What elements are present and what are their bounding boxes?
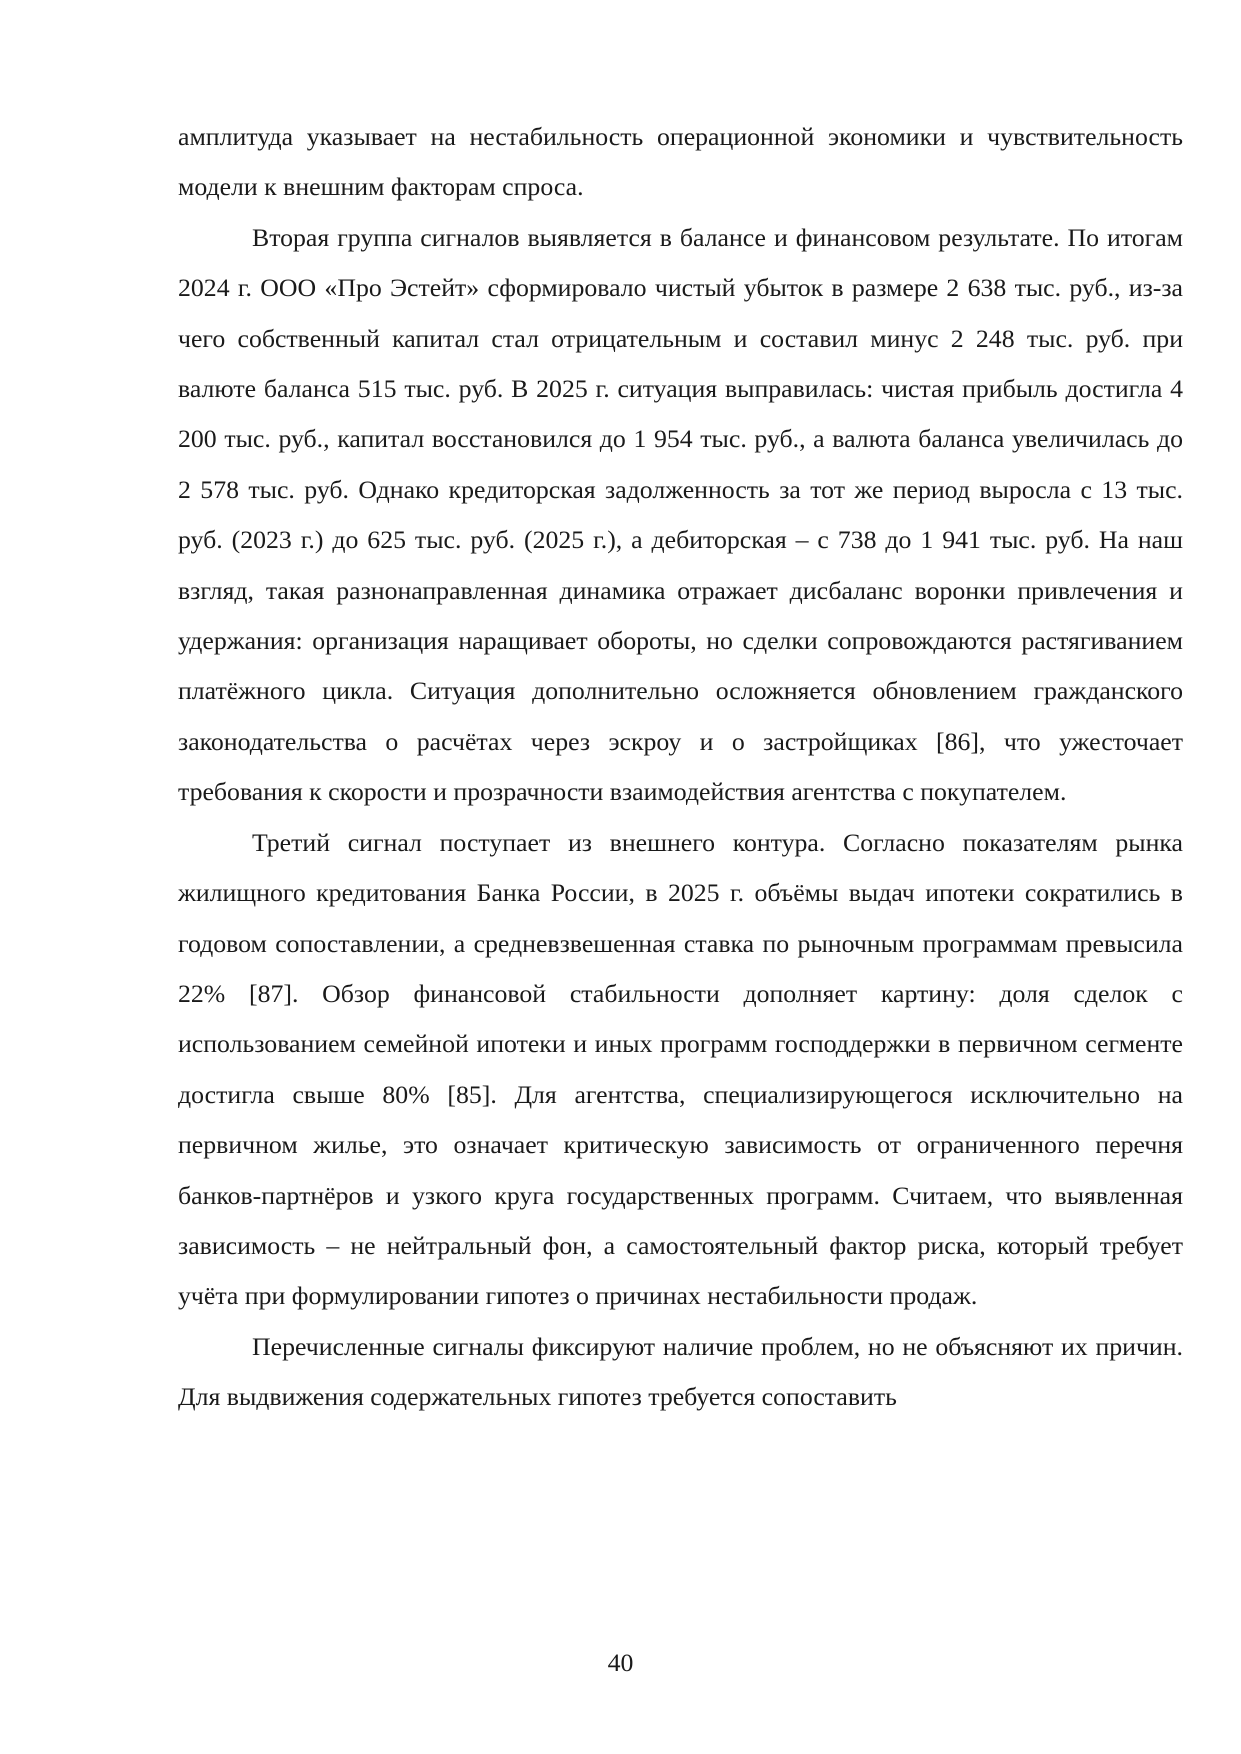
paragraph-continuation: амплитуда указывает на нестабильность операционной экономики и чувствительность модели к внешним факторам спроса. [178, 122, 1183, 202]
paragraph-external-signals: Третий сигнал поступает из внешнего контура. Согласно показателям рынка жилищного кредитования Банка России, в 2025 г. объёмы выдач ипотеки сократились в годовом сопоставлении, а средневзвешенная ставка по рыночным программам превысила 22% [87]. Обзор финансовой стабильности дополняет картину: доля сделок с использованием семейной ипотеки и иных программ господдержки в первичном сегменте достигла свыше 80% [85]. Для агентства, специализирующегося исключительно на первичном жилье, это означает критическую зависимость от ограниченного перечня банков-партнёров и узкого круга государственных программ. Считаем, что выявленная зависимость – не нейтральный фон, а самостоятельный фактор риска, который требует учёта при формулировании гипотез о причинах нестабильности продаж. [178, 827, 1183, 1311]
page-number: 40 [607, 1648, 634, 1677]
paragraph-summary-signals: Перечисленные сигналы фиксируют наличие проблем, но не объясняют их причин. Для выдвижения содержательных гипотез требуется сопоставить [178, 1331, 1183, 1412]
document-body [178, 112, 1183, 1423]
paragraph-balance-signals: Вторая группа сигналов выявляется в балансе и финансовом результате. По итогам 2024 г. ООО «Про Эстейт» сформировало чистый убыток в размере 2 638 тыс. руб., из-за чего собственный капитал стал отрицательным и составил минус 2 248 тыс. руб. при валюте баланса 515 тыс. руб. В 2025 г. ситуация выправилась: чистая прибыль достигла 4 200 тыс. руб., капитал восстановился до 1 954 тыс. руб., а валюта баланса увеличилась до 2 578 тыс. руб. Однако кредиторская задолженность за тот же период выросла с 13 тыс. руб. (2023 г.) до 625 тыс. руб. (2025 г.), а дебиторская – с 738 до 1 941 тыс. руб. На наш взгляд, такая разнонаправленная динамика отражает дисбаланс воронки привлечения и удержания: организация наращивает обороты, но сделки сопровождаются растягиванием платёжного цикла. Ситуация дополнительно осложняется обновлением гражданского законодательства о расчётах через эскроу и о застройщиках [86], что ужесточает требования к скорости и прозрачности взаимодействия агентства с покупателем. [178, 222, 1183, 807]
